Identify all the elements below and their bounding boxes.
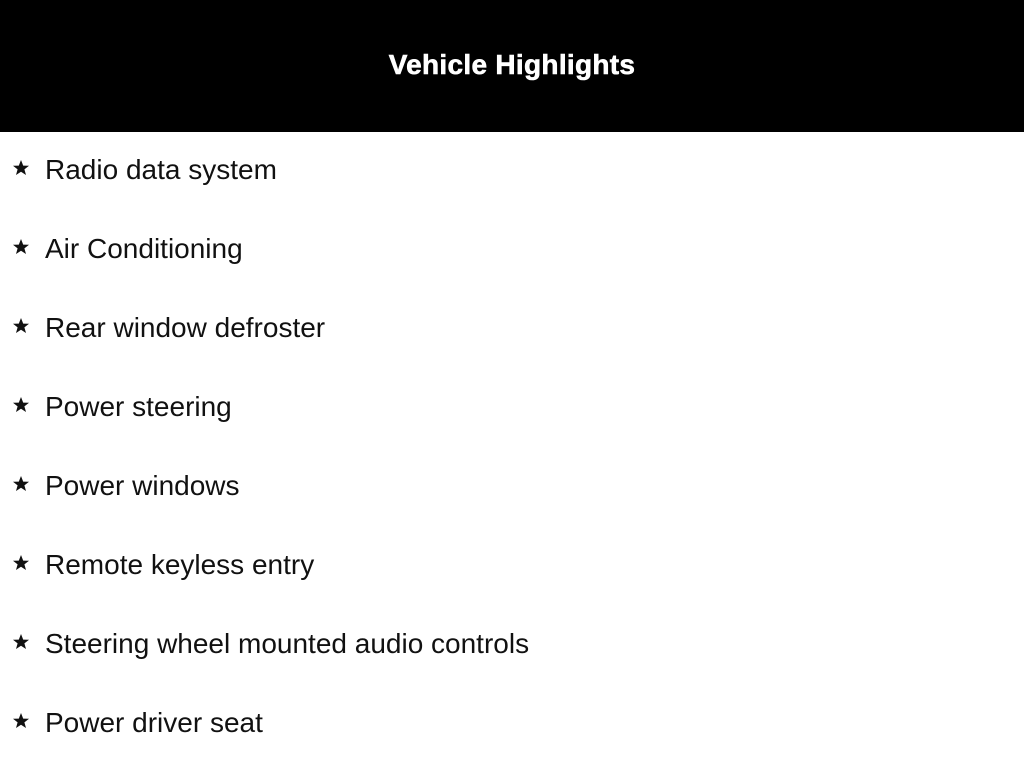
- page-title: Vehicle Highlights: [388, 49, 636, 80]
- list-item: [0, 132, 1024, 211]
- star-icon: [11, 158, 31, 178]
- list-item: [0, 685, 1024, 764]
- list-item-label: Power windows: [45, 470, 240, 501]
- list-item-label: Power steering: [45, 391, 232, 422]
- list-item-label: Radio data system: [45, 154, 277, 185]
- list-item: [0, 606, 1024, 685]
- list-item-label: Steering wheel mounted audio controls: [45, 628, 530, 659]
- list-item: [0, 290, 1024, 369]
- list-item-label: Remote keyless entry: [45, 549, 315, 580]
- header-bar: [0, 0, 1024, 132]
- star-icon: [11, 316, 31, 336]
- list-item-label: Rear window defroster: [45, 312, 326, 343]
- list-item: [0, 527, 1024, 606]
- star-icon: [11, 711, 31, 731]
- star-icon: [11, 474, 31, 494]
- star-icon: [11, 237, 31, 257]
- highlights-list: [0, 132, 1024, 764]
- list-item: [0, 211, 1024, 290]
- star-icon: [11, 553, 31, 573]
- star-icon: [11, 395, 31, 415]
- list-item: [0, 369, 1024, 448]
- star-icon: [11, 632, 31, 652]
- list-item: [0, 448, 1024, 527]
- list-item-label: Power driver seat: [45, 707, 263, 738]
- list-item-label: Air Conditioning: [45, 233, 243, 264]
